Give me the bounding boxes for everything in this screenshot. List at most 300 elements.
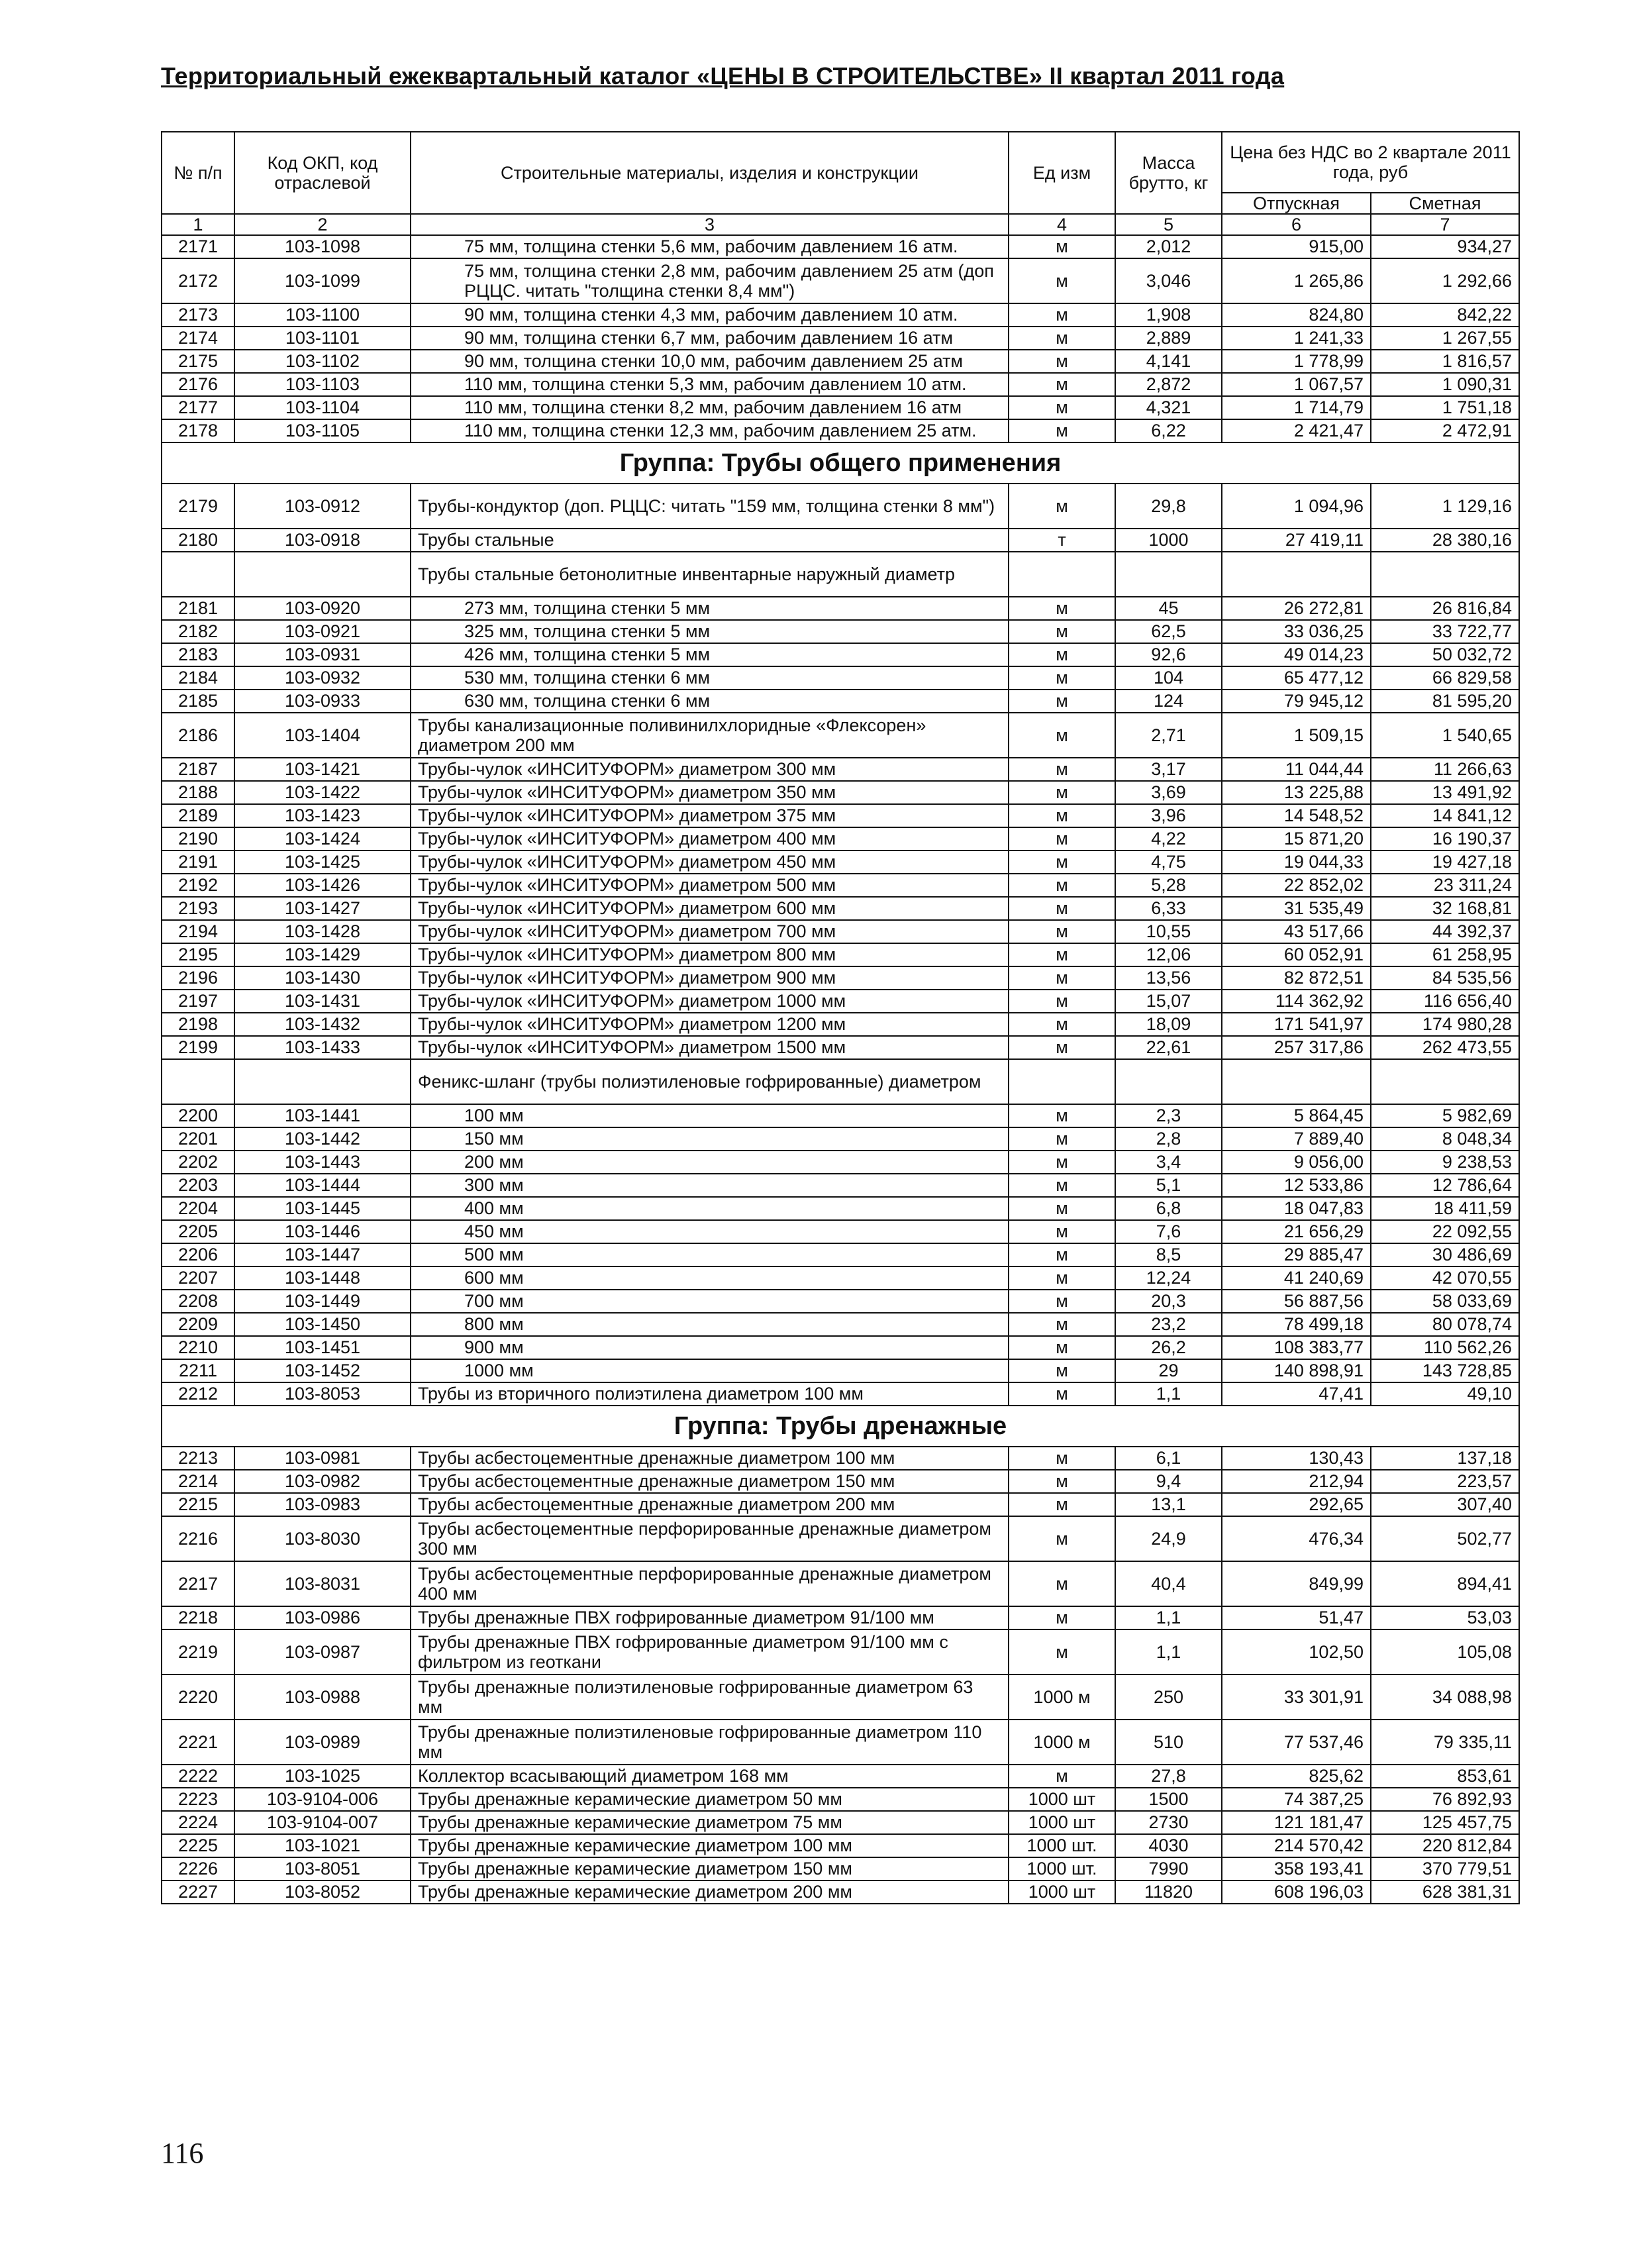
cell-code [234,1059,411,1104]
cell-name: Трубы-чулок «ИНСИТУФОРМ» диаметром 1000 мм [411,990,1009,1013]
cell-price-release: 56 887,56 [1222,1290,1371,1313]
cell-num: 2211 [162,1359,234,1382]
cell-unit [1009,552,1115,597]
cell-mass: 7,6 [1115,1220,1222,1243]
cell-code: 103-1100 [234,303,411,327]
cell-num: 2219 [162,1629,234,1675]
cell-price-estimate: 14 841,12 [1371,804,1519,827]
cell-price-estimate: 628 381,31 [1371,1881,1519,1904]
cell-code: 103-1103 [234,373,411,396]
cell-num: 2198 [162,1013,234,1036]
cell-price-estimate: 125 457,75 [1371,1811,1519,1834]
cell-num: 2197 [162,990,234,1013]
table-row [162,990,1519,1013]
cell-code [234,552,411,597]
header-num: № п/п [162,132,234,214]
cell-price-estimate: 84 535,56 [1371,966,1519,990]
cell-name: Трубы-чулок «ИНСИТУФОРМ» диаметром 700 мм [411,920,1009,943]
cell-mass: 13,56 [1115,966,1222,990]
cell-unit: м [1009,758,1115,781]
cell-mass: 5,28 [1115,874,1222,897]
cell-num: 2186 [162,713,234,758]
cell-mass: 104 [1115,666,1222,690]
table-row [162,303,1519,327]
cell-price-estimate: 61 258,95 [1371,943,1519,966]
cell-name: Трубы дренажные ПВХ гофрированные диаметром 91/100 мм с фильтром из геоткани [411,1629,1009,1675]
column-number: 2 [234,214,411,235]
cell-unit: м [1009,1104,1115,1127]
cell-mass: 2,71 [1115,713,1222,758]
cell-code: 103-1442 [234,1127,411,1151]
cell-price-release: 5 864,45 [1222,1104,1371,1127]
cell-price-release: 12 533,86 [1222,1174,1371,1197]
column-number: 7 [1371,214,1519,235]
cell-name: Трубы дренажные керамические диаметром 50 мм [411,1788,1009,1811]
cell-unit: м [1009,1470,1115,1493]
cell-code: 103-1443 [234,1151,411,1174]
cell-num: 2176 [162,373,234,396]
table-body [162,235,1519,1904]
cell-name: 110 мм, толщина стенки 12,3 мм, рабочим давлением 25 атм. [411,419,1009,442]
cell-unit: м [1009,303,1115,327]
cell-code: 103-1430 [234,966,411,990]
cell-mass: 62,5 [1115,620,1222,643]
table-row [162,943,1519,966]
cell-mass: 6,33 [1115,897,1222,920]
cell-code: 103-9104-006 [234,1788,411,1811]
cell-mass: 2,889 [1115,327,1222,350]
cell-unit: м [1009,713,1115,758]
cell-unit: 1000 шт [1009,1881,1115,1904]
cell-num: 2223 [162,1788,234,1811]
cell-code: 103-0988 [234,1675,411,1720]
cell-unit: м [1009,396,1115,419]
cell-price-estimate: 28 380,16 [1371,529,1519,552]
cell-name: Трубы-чулок «ИНСИТУФОРМ» диаметром 400 мм [411,827,1009,850]
cell-code: 103-1429 [234,943,411,966]
cell-price-release: 51,47 [1222,1606,1371,1629]
cell-mass: 1,908 [1115,303,1222,327]
cell-unit: м [1009,484,1115,529]
table-row [162,1447,1519,1470]
cell-code: 103-0987 [234,1629,411,1675]
table-row [162,1127,1519,1151]
cell-price-release: 18 047,83 [1222,1197,1371,1220]
cell-mass: 40,4 [1115,1561,1222,1606]
cell-code: 103-8051 [234,1857,411,1881]
price-catalog-table [161,131,1520,1904]
cell-mass: 8,5 [1115,1243,1222,1266]
cell-name: 75 мм, толщина стенки 5,6 мм, рабочим давлением 16 атм. [411,235,1009,258]
cell-num: 2199 [162,1036,234,1059]
cell-price-release: 849,99 [1222,1561,1371,1606]
cell-price-estimate: 13 491,92 [1371,781,1519,804]
cell-unit: м [1009,781,1115,804]
cell-unit: м [1009,235,1115,258]
table-row [162,1290,1519,1313]
column-number: 3 [411,214,1009,235]
cell-name: 110 мм, толщина стенки 5,3 мм, рабочим давлением 10 атм. [411,373,1009,396]
cell-mass: 4,141 [1115,350,1222,373]
cell-price-release: 27 419,11 [1222,529,1371,552]
cell-unit: м [1009,1382,1115,1406]
column-number: 1 [162,214,234,235]
cell-price-estimate: 49,10 [1371,1382,1519,1406]
cell-code: 103-1450 [234,1313,411,1336]
cell-price-release: 77 537,46 [1222,1720,1371,1765]
cell-num: 2222 [162,1765,234,1788]
cell-mass: 1,1 [1115,1629,1222,1675]
cell-num: 2201 [162,1127,234,1151]
cell-num [162,552,234,597]
page-title: Территориальный ежеквартальный каталог «ЦЕНЫ В СТРОИТЕЛЬСТВЕ» II квартал 2011 года [161,62,1285,89]
table-row [162,1493,1519,1516]
table-row [162,1675,1519,1720]
cell-num: 2191 [162,850,234,874]
cell-code: 103-1445 [234,1197,411,1220]
cell-name: 530 мм, толщина стенки 6 мм [411,666,1009,690]
cell-num: 2177 [162,396,234,419]
cell-price-estimate: 934,27 [1371,235,1519,258]
table-row [162,1811,1519,1834]
cell-unit: м [1009,327,1115,350]
table-row [162,327,1519,350]
table-row [162,1197,1519,1220]
cell-num: 2181 [162,597,234,620]
cell-name: Трубы-чулок «ИНСИТУФОРМ» диаметром 600 мм [411,897,1009,920]
cell-unit: 1000 шт [1009,1811,1115,1834]
cell-code: 103-1427 [234,897,411,920]
cell-price-release: 11 044,44 [1222,758,1371,781]
cell-name: Трубы-чулок «ИНСИТУФОРМ» диаметром 300 мм [411,758,1009,781]
table-row [162,1151,1519,1174]
cell-mass: 5,1 [1115,1174,1222,1197]
cell-code: 103-1102 [234,350,411,373]
cell-num: 2225 [162,1834,234,1857]
cell-price-release: 9 056,00 [1222,1151,1371,1174]
cell-unit: м [1009,1336,1115,1359]
table-row [162,350,1519,373]
table-row [162,529,1519,552]
cell-price-release: 171 541,97 [1222,1013,1371,1036]
cell-mass: 6,8 [1115,1197,1222,1220]
cell-price-estimate: 50 032,72 [1371,643,1519,666]
cell-mass: 1,1 [1115,1606,1222,1629]
cell-price-release: 65 477,12 [1222,666,1371,690]
cell-code: 103-8053 [234,1382,411,1406]
cell-code: 103-0932 [234,666,411,690]
cell-name: Трубы дренажные ПВХ гофрированные диаметром 91/100 мм [411,1606,1009,1629]
cell-mass: 4030 [1115,1834,1222,1857]
cell-name: Трубы дренажные полиэтиленовые гофрированные диаметром 63 мм [411,1675,1009,1720]
table-row [162,1516,1519,1561]
table-row [162,620,1519,643]
cell-unit: м [1009,1629,1115,1675]
cell-price-estimate: 1 816,57 [1371,350,1519,373]
cell-unit: 1000 шт [1009,1788,1115,1811]
table-row [162,1243,1519,1266]
cell-unit: м [1009,373,1115,396]
cell-price-estimate: 1 751,18 [1371,396,1519,419]
cell-mass: 1000 [1115,529,1222,552]
cell-name: Трубы стальные [411,529,1009,552]
cell-code: 103-0931 [234,643,411,666]
cell-mass: 24,9 [1115,1516,1222,1561]
cell-price-estimate: 174 980,28 [1371,1013,1519,1036]
cell-unit: 1000 м [1009,1675,1115,1720]
cell-mass: 2,872 [1115,373,1222,396]
cell-price-estimate: 53,03 [1371,1606,1519,1629]
cell-num: 2226 [162,1857,234,1881]
cell-mass: 3,4 [1115,1151,1222,1174]
cell-code: 103-0986 [234,1606,411,1629]
cell-price-estimate: 842,22 [1371,303,1519,327]
cell-mass: 29,8 [1115,484,1222,529]
cell-price-release: 121 181,47 [1222,1811,1371,1834]
table-row [162,1174,1519,1197]
table-row [162,758,1519,781]
cell-mass: 124 [1115,690,1222,713]
cell-unit: м [1009,1266,1115,1290]
cell-mass: 3,69 [1115,781,1222,804]
cell-code: 103-1441 [234,1104,411,1127]
cell-price-release: 1 265,86 [1222,258,1371,303]
cell-mass: 20,3 [1115,1290,1222,1313]
cell-name: Трубы-чулок «ИНСИТУФОРМ» диаметром 450 мм [411,850,1009,874]
cell-num: 2213 [162,1447,234,1470]
cell-mass: 2730 [1115,1811,1222,1834]
cell-price-release: 1 094,96 [1222,484,1371,529]
cell-mass: 9,4 [1115,1470,1222,1493]
cell-unit: м [1009,1151,1115,1174]
cell-mass: 6,1 [1115,1447,1222,1470]
cell-unit: м [1009,1313,1115,1336]
cell-code: 103-1447 [234,1243,411,1266]
cell-price-estimate: 894,41 [1371,1561,1519,1606]
cell-num: 2188 [162,781,234,804]
cell-price-release: 140 898,91 [1222,1359,1371,1382]
table-row [162,597,1519,620]
cell-code: 103-1425 [234,850,411,874]
cell-num: 2227 [162,1881,234,1904]
table-row [162,484,1519,529]
table-row [162,373,1519,396]
cell-mass: 13,1 [1115,1493,1222,1516]
cell-unit: м [1009,990,1115,1013]
cell-code: 103-0981 [234,1447,411,1470]
cell-mass: 1500 [1115,1788,1222,1811]
cell-num: 2205 [162,1220,234,1243]
cell-num: 2204 [162,1197,234,1220]
cell-code: 103-8030 [234,1516,411,1561]
cell-num: 2220 [162,1675,234,1720]
table-row [162,920,1519,943]
cell-unit: м [1009,1359,1115,1382]
table-row [162,1629,1519,1675]
table-row [162,1336,1519,1359]
cell-num: 2212 [162,1382,234,1406]
cell-name: 300 мм [411,1174,1009,1197]
cell-mass: 29 [1115,1359,1222,1382]
cell-num: 2217 [162,1561,234,1606]
cell-code: 103-1426 [234,874,411,897]
cell-name: 450 мм [411,1220,1009,1243]
cell-name: 426 мм, толщина стенки 5 мм [411,643,1009,666]
header-price-estimate: Сметная [1371,193,1519,214]
cell-price-estimate: 33 722,77 [1371,620,1519,643]
cell-num: 2175 [162,350,234,373]
cell-unit: 1000 шт. [1009,1857,1115,1881]
cell-price-estimate: 34 088,98 [1371,1675,1519,1720]
table-row [162,1104,1519,1127]
cell-unit: 1000 м [1009,1720,1115,1765]
cell-num: 2190 [162,827,234,850]
cell-code: 103-1428 [234,920,411,943]
cell-name: Трубы-чулок «ИНСИТУФОРМ» диаметром 500 мм [411,874,1009,897]
cell-mass: 12,24 [1115,1266,1222,1290]
cell-price-release: 915,00 [1222,235,1371,258]
cell-name: Трубы дренажные полиэтиленовые гофрированные диаметром 110 мм [411,1720,1009,1765]
page-number: 116 [161,2137,204,2169]
table-row [162,1266,1519,1290]
cell-num: 2184 [162,666,234,690]
cell-price-estimate: 262 473,55 [1371,1036,1519,1059]
table-row [162,713,1519,758]
cell-price-release: 102,50 [1222,1629,1371,1675]
cell-name: Трубы из вторичного полиэтилена диаметром 100 мм [411,1382,1009,1406]
table-row [162,419,1519,442]
cell-price-release: 82 872,51 [1222,966,1371,990]
cell-code: 103-1448 [234,1266,411,1290]
cell-code: 103-1025 [234,1765,411,1788]
cell-name: 630 мм, толщина стенки 6 мм [411,690,1009,713]
cell-num: 2185 [162,690,234,713]
cell-name: 200 мм [411,1151,1009,1174]
cell-mass: 3,96 [1115,804,1222,827]
cell-price-release: 49 014,23 [1222,643,1371,666]
group-title: Группа: Трубы общего применения [162,442,1519,484]
cell-unit: м [1009,897,1115,920]
cell-code: 103-1423 [234,804,411,827]
cell-num: 2189 [162,804,234,827]
table-row [162,1881,1519,1904]
cell-price-estimate: 5 982,69 [1371,1104,1519,1127]
cell-mass: 12,06 [1115,943,1222,966]
cell-name: Коллектор всасывающий диаметром 168 мм [411,1765,1009,1788]
header-code: Код ОКП, код отраслевой [234,132,411,214]
cell-mass: 1,1 [1115,1382,1222,1406]
cell-price-estimate: 2 472,91 [1371,419,1519,442]
cell-price-release: 214 570,42 [1222,1834,1371,1857]
cell-mass: 2,012 [1115,235,1222,258]
cell-price-estimate: 18 411,59 [1371,1197,1519,1220]
header-name: Строительные материалы, изделия и конструкции [411,132,1009,214]
cell-price-estimate: 116 656,40 [1371,990,1519,1013]
table-row [162,1720,1519,1765]
cell-unit: м [1009,874,1115,897]
cell-num: 2180 [162,529,234,552]
cell-code: 103-1098 [234,235,411,258]
cell-price-release: 2 421,47 [1222,419,1371,442]
group-title: Группа: Трубы дренажные [162,1406,1519,1447]
cell-num: 2203 [162,1174,234,1197]
cell-code: 103-1099 [234,258,411,303]
cell-unit: м [1009,1561,1115,1606]
cell-code: 103-0921 [234,620,411,643]
cell-unit: м [1009,350,1115,373]
cell-price-estimate: 11 266,63 [1371,758,1519,781]
cell-price-release: 358 193,41 [1222,1857,1371,1881]
cell-price-estimate: 1 267,55 [1371,327,1519,350]
cell-mass: 7990 [1115,1857,1222,1881]
cell-unit: м [1009,920,1115,943]
cell-unit: м [1009,1493,1115,1516]
cell-unit: м [1009,1174,1115,1197]
cell-code: 103-0982 [234,1470,411,1493]
cell-num: 2194 [162,920,234,943]
cell-num: 2172 [162,258,234,303]
cell-price-estimate: 58 033,69 [1371,1290,1519,1313]
cell-price-estimate: 30 486,69 [1371,1243,1519,1266]
cell-mass: 22,61 [1115,1036,1222,1059]
cell-code: 103-1104 [234,396,411,419]
table-row [162,690,1519,713]
cell-name: Трубы дренажные керамические диаметром 200 мм [411,1881,1009,1904]
cell-name: 150 мм [411,1127,1009,1151]
cell-unit: м [1009,1765,1115,1788]
cell-unit: м [1009,1036,1115,1059]
cell-mass: 15,07 [1115,990,1222,1013]
cell-name: Трубы дренажные керамические диаметром 75 мм [411,1811,1009,1834]
cell-mass: 4,321 [1115,396,1222,419]
cell-num: 2179 [162,484,234,529]
cell-price-release: 41 240,69 [1222,1266,1371,1290]
table-row [162,258,1519,303]
cell-num: 2174 [162,327,234,350]
cell-price-release: 74 387,25 [1222,1788,1371,1811]
cell-code: 103-8031 [234,1561,411,1606]
cell-unit: м [1009,943,1115,966]
cell-code: 103-9104-007 [234,1811,411,1834]
cell-name: 110 мм, толщина стенки 8,2 мм, рабочим давлением 16 атм [411,396,1009,419]
cell-price-estimate: 76 892,93 [1371,1788,1519,1811]
cell-unit: м [1009,1220,1115,1243]
table-row [162,1470,1519,1493]
cell-name: Трубы асбестоцементные перфорированные дренажные диаметром 400 мм [411,1561,1009,1606]
cell-price-estimate [1371,552,1519,597]
cell-name: Трубы дренажные керамические диаметром 100 мм [411,1834,1009,1857]
cell-price-release: 47,41 [1222,1382,1371,1406]
cell-name: Трубы асбестоцементные дренажные диаметром 100 мм [411,1447,1009,1470]
cell-unit: м [1009,690,1115,713]
table-row [162,874,1519,897]
cell-price-release: 1 067,57 [1222,373,1371,396]
cell-price-release: 43 517,66 [1222,920,1371,943]
cell-price-release [1222,1059,1371,1104]
cell-unit: м [1009,1243,1115,1266]
cell-unit: м [1009,804,1115,827]
cell-num: 2182 [162,620,234,643]
group-header-row [162,1406,1519,1447]
cell-unit: м [1009,966,1115,990]
cell-mass [1115,552,1222,597]
cell-unit: м [1009,419,1115,442]
cell-unit: м [1009,1290,1115,1313]
cell-num: 2216 [162,1516,234,1561]
cell-code: 103-1431 [234,990,411,1013]
cell-code: 103-1424 [234,827,411,850]
table-row [162,1313,1519,1336]
